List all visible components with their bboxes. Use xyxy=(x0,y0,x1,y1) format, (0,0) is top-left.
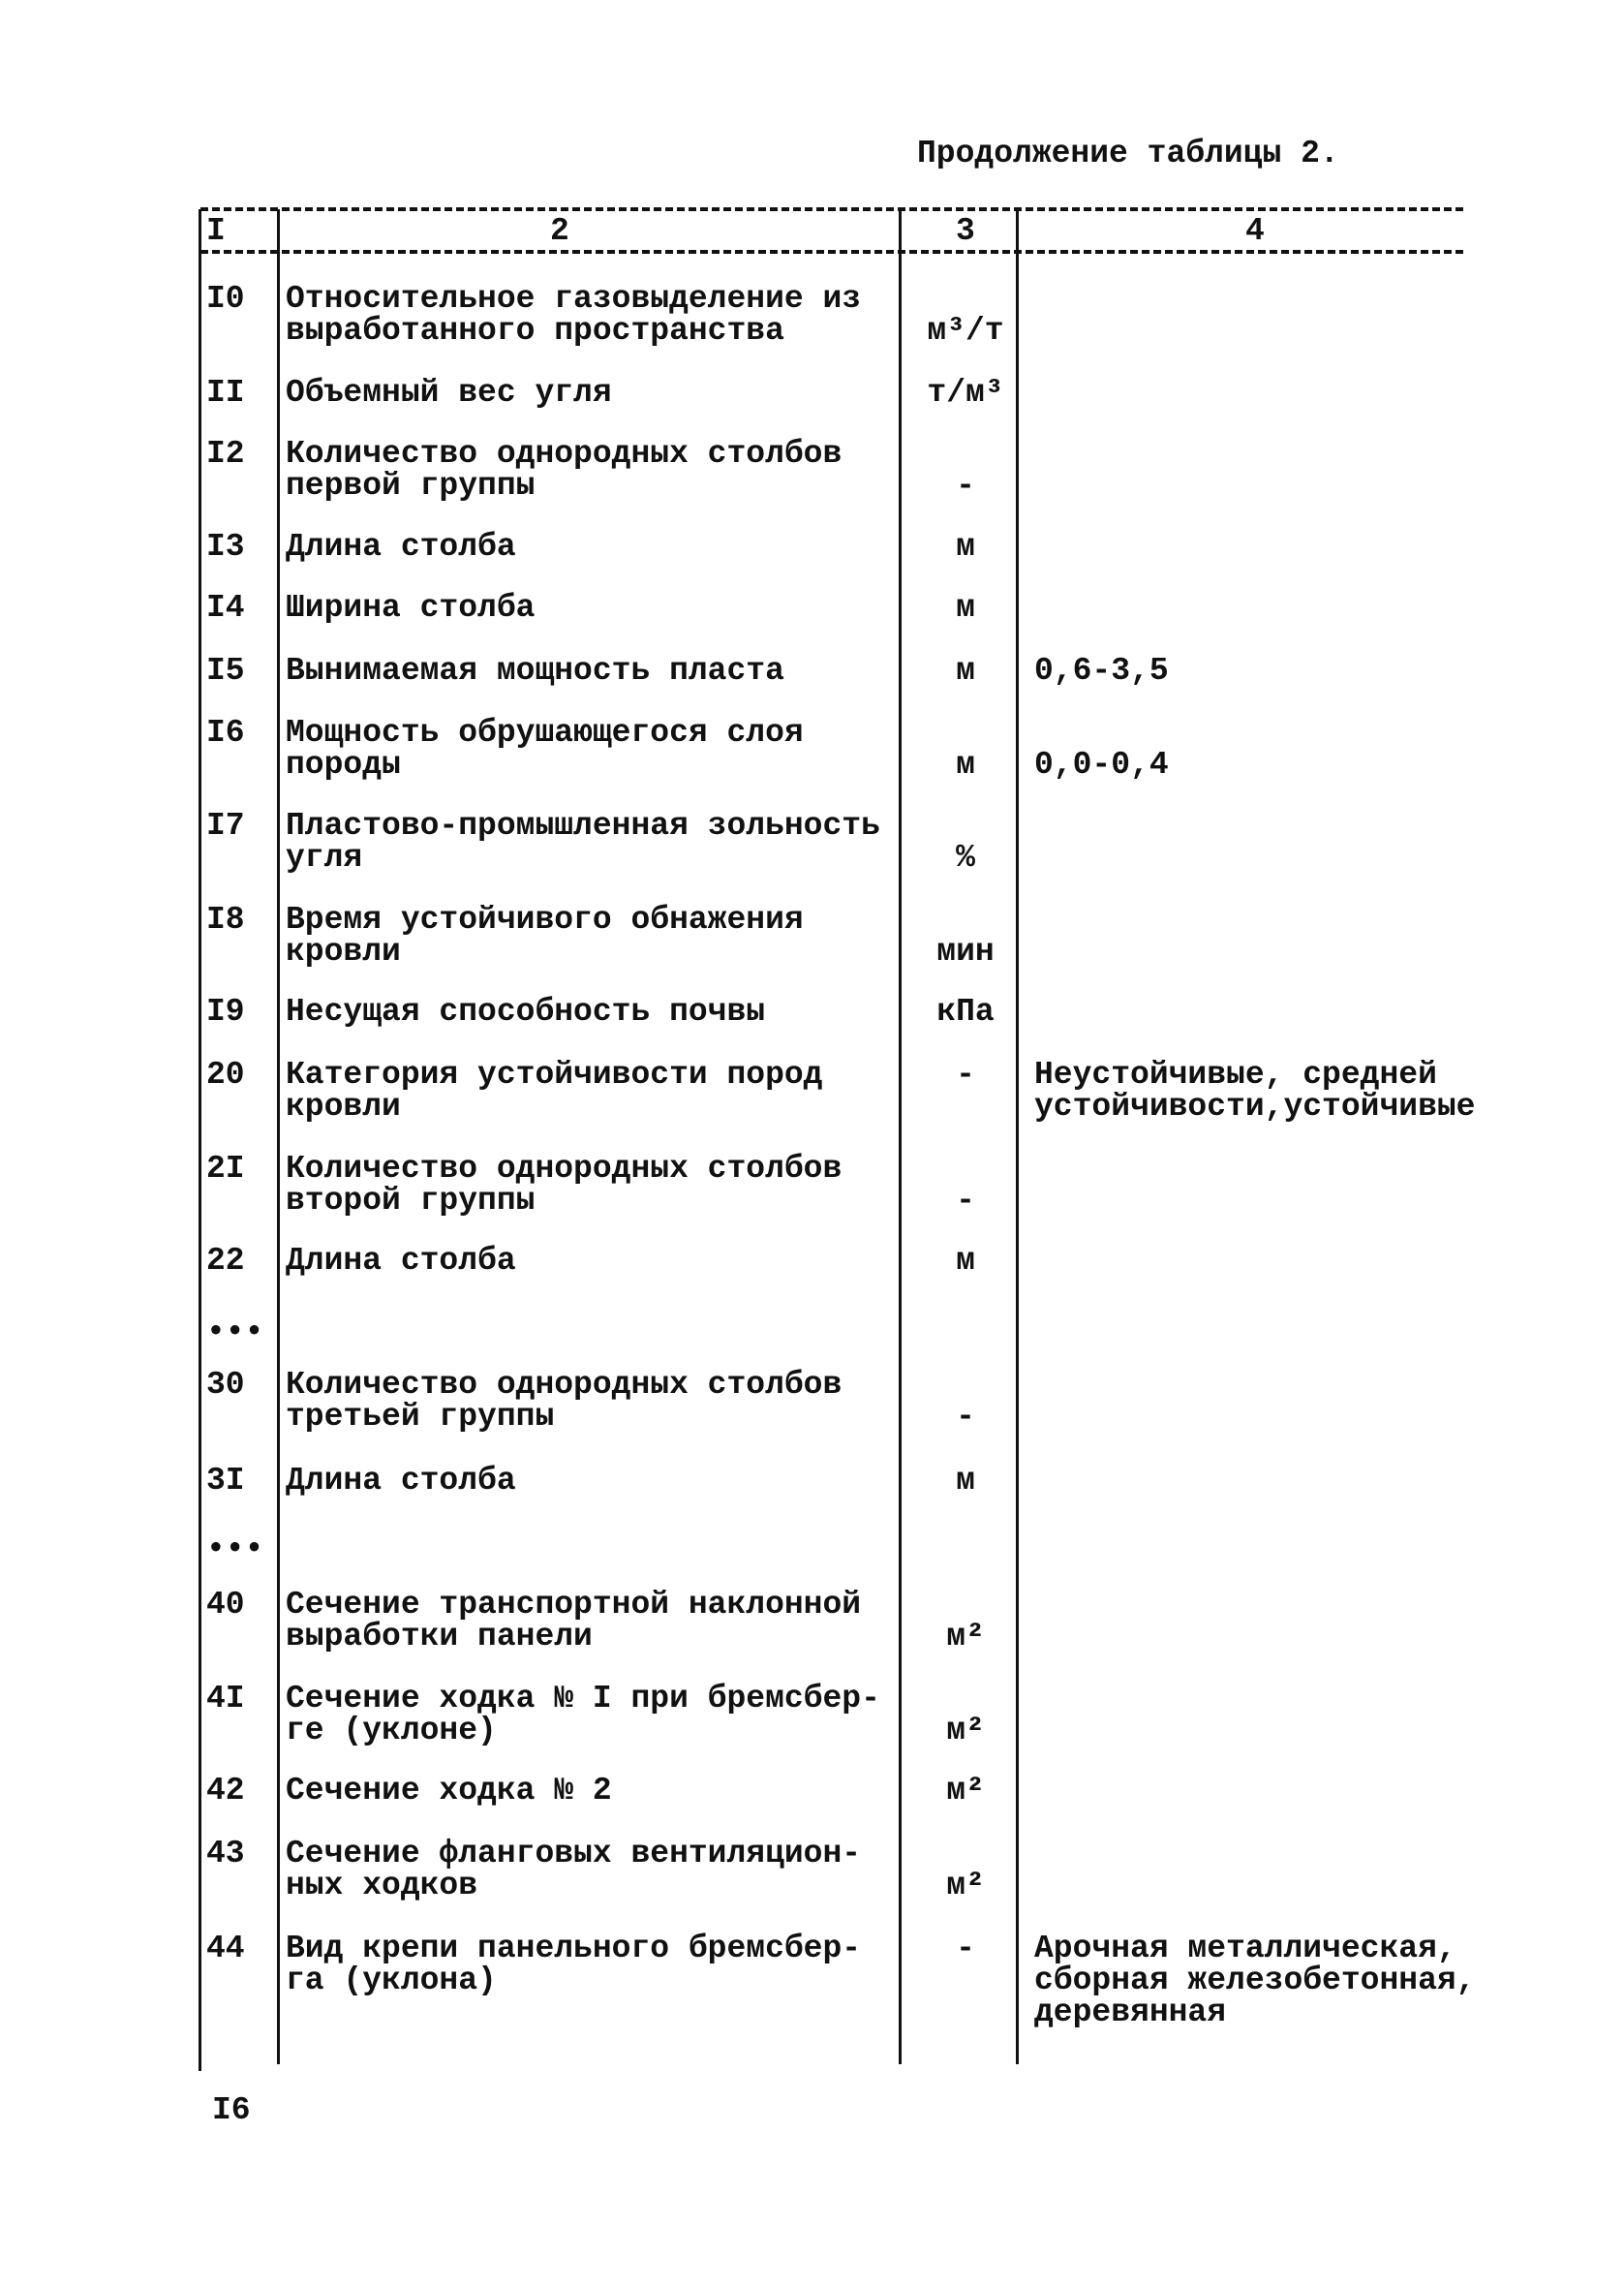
table-row xyxy=(0,1775,1624,1842)
row-number: I3 xyxy=(206,529,245,565)
row-description: Длина столба xyxy=(286,1243,516,1279)
row-number: 40 xyxy=(206,1587,245,1623)
row-unit: кПа xyxy=(936,994,995,1030)
row-unit: т/м³ xyxy=(927,375,1004,411)
row-number: ••• xyxy=(206,1314,264,1350)
row-number: 30 xyxy=(206,1367,245,1403)
row-description: Длина столба xyxy=(286,529,516,565)
row-description: Сечение транспортной наклонной выработки панели xyxy=(286,1587,862,1654)
row-value: Арочная металлическая, сборная железобетонная, деревянная xyxy=(1034,1931,1476,2030)
row-unit: % xyxy=(956,840,975,876)
row-number: I2 xyxy=(206,436,245,472)
table-row xyxy=(0,717,1624,785)
table-row xyxy=(0,1683,1624,1750)
header-bottom-rule xyxy=(200,250,1463,254)
row-description: Количество однородных столбов второй группы xyxy=(286,1151,843,1219)
table-row xyxy=(0,592,1624,660)
row-unit: м xyxy=(956,747,975,783)
row-unit: м³/т xyxy=(927,313,1004,349)
page-number: I6 xyxy=(212,2092,251,2128)
row-description: Количество однородных столбов третьей группы xyxy=(286,1367,843,1435)
header-top-rule xyxy=(200,207,1463,211)
row-unit: м² xyxy=(946,1713,985,1748)
table-row xyxy=(0,438,1624,506)
header-col-1: I xyxy=(206,213,226,249)
table-row xyxy=(0,655,1624,723)
row-number: I0 xyxy=(206,281,245,317)
row-number: I7 xyxy=(206,808,245,844)
row-description: Сечение ходка № I при бремсбер- ге (уклоне) xyxy=(286,1681,880,1748)
row-value: 0,0-0,4 xyxy=(1034,747,1169,783)
header-col-3: 3 xyxy=(956,213,975,249)
row-unit: м² xyxy=(946,1619,985,1654)
row-number: I8 xyxy=(206,902,245,938)
row-number: I6 xyxy=(206,715,245,751)
row-value: 0,6-3,5 xyxy=(1034,653,1169,689)
table-row xyxy=(0,904,1624,972)
row-description: Вид крепи панельного бремсбер- га (уклона) xyxy=(286,1931,862,1998)
table-row xyxy=(0,1589,1624,1656)
row-description: Несущая способность почвы xyxy=(286,994,766,1030)
row-description: Длина столба xyxy=(286,1463,516,1499)
table-row xyxy=(0,531,1624,599)
table-row xyxy=(0,283,1624,351)
row-unit: м xyxy=(956,1243,975,1279)
row-number: 22 xyxy=(206,1243,245,1279)
row-number: 44 xyxy=(206,1931,245,1966)
row-description: Пластово-промышленная зольность угля xyxy=(286,808,880,876)
header-col-4: 4 xyxy=(1245,213,1265,249)
row-number: 20 xyxy=(206,1057,245,1093)
row-number: 2I xyxy=(206,1151,245,1187)
table-row xyxy=(0,810,1624,878)
table-row xyxy=(0,377,1624,445)
row-number: 4I xyxy=(206,1681,245,1716)
row-description: Объемный вес угля xyxy=(286,375,612,411)
row-unit: м xyxy=(956,590,975,626)
row-unit: - xyxy=(956,1057,975,1093)
row-description: Время устойчивого обнажения кровли xyxy=(286,902,804,970)
header-col-2: 2 xyxy=(550,213,569,249)
row-unit: - xyxy=(956,468,975,504)
row-description: Вынимаемая мощность пласта xyxy=(286,653,784,689)
row-number: I9 xyxy=(206,994,245,1030)
table-row xyxy=(0,996,1624,1064)
row-unit: - xyxy=(956,1183,975,1219)
table-caption: Продолжение таблицы 2. xyxy=(917,136,1339,171)
row-number: I5 xyxy=(206,653,245,689)
row-number: II xyxy=(206,375,245,411)
row-unit: м xyxy=(956,653,975,689)
row-description: Сечение ходка № 2 xyxy=(286,1773,612,1809)
row-description: Категория устойчивости пород кровли xyxy=(286,1057,823,1125)
table-row xyxy=(0,1059,1624,1127)
row-unit: м xyxy=(956,529,975,565)
row-unit: м² xyxy=(946,1868,985,1903)
row-description: Ширина столба xyxy=(286,590,536,626)
row-description: Количество однородных столбов первой группы xyxy=(286,436,843,504)
row-number: 43 xyxy=(206,1836,245,1871)
table-row xyxy=(0,1838,1624,1905)
row-unit: - xyxy=(956,1399,975,1435)
row-unit: - xyxy=(956,1931,975,1966)
row-number: 42 xyxy=(206,1773,245,1809)
row-description: Мощность обрушающегося слоя породы xyxy=(286,715,804,783)
table-row xyxy=(0,1153,1624,1221)
row-unit: м² xyxy=(946,1773,985,1809)
table-row xyxy=(0,1245,1624,1313)
row-description: Относительное газовыделение из выработанного пространства xyxy=(286,281,862,349)
row-number: ••• xyxy=(206,1531,264,1567)
row-unit: мин xyxy=(936,934,995,970)
row-description: Сечение фланговых вентиляцион- ных ходков xyxy=(286,1836,862,1903)
row-unit: м xyxy=(956,1463,975,1499)
table-row xyxy=(0,1931,1624,2030)
table-row xyxy=(0,1465,1624,1532)
table-row xyxy=(0,1369,1624,1437)
row-number: I4 xyxy=(206,590,245,626)
row-value: Неустойчивые, средней устойчивости,устойчивые xyxy=(1034,1057,1476,1125)
row-number: 3I xyxy=(206,1463,245,1499)
